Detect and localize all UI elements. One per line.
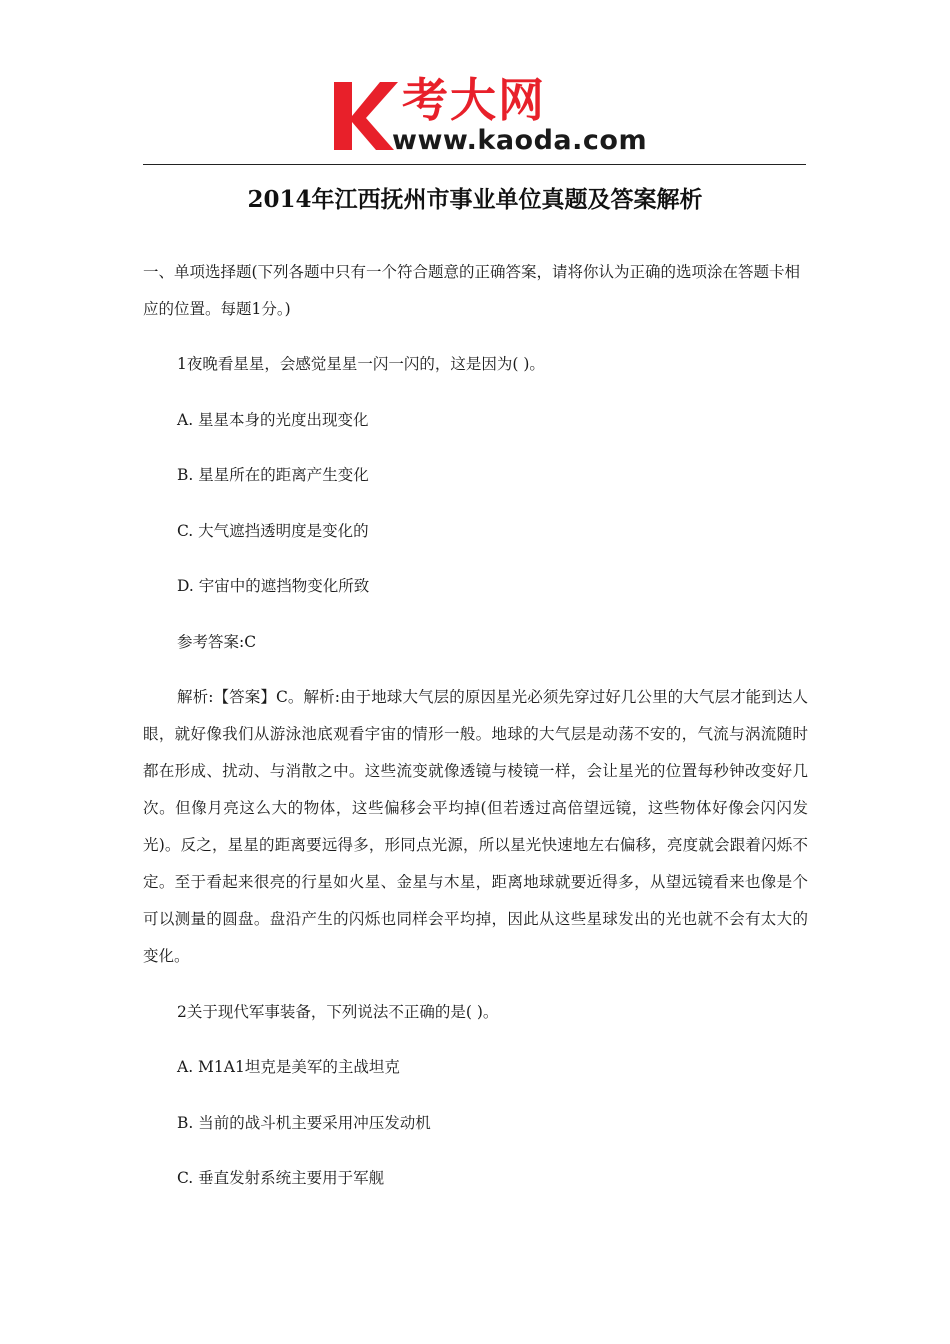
question-1-option-c: C. 大气遮挡透明度是变化的 xyxy=(177,521,369,540)
question-1-option-b: B. 星星所在的距离产生变化 xyxy=(177,466,369,484)
question-2-option-c: C. 垂直发射系统主要用于军舰 xyxy=(177,1169,385,1187)
k-logo-icon xyxy=(330,72,400,152)
header-divider xyxy=(143,164,806,165)
logo-name: 考大网 xyxy=(402,73,546,127)
question-1-option-d: D. 宇宙中的遮挡物变化所致 xyxy=(177,577,370,595)
question-1-analysis: 解析:【答案】C。解析:由于地球大气层的原因星光必须先穿过好几公里的大气层才能到达人眼，就好像我们从游泳池底观看宇宙的情形一般。地球的大气层是动荡不安的，气流与涡流随时都在形成、扰动、与消散之中。这些流变就像透镜与棱镜一样，会让星光的位置每秒钟改变好几次。但像月亮这么大的物体，这些偏移会平均掉(但若透过高倍望远镜，这些物体好像会闪闪发光)。反之，星星的距离要远得多，形同点光源，所以星光快速地左右偏移，亮度就会跟着闪烁不定。至于看起来很亮的行星如火星、金星与木星，距离地球就要近得多，从望远镜看来也像是个可以测量的圆盘。盘沿产生的闪烁也同样会平均掉，因此从这些星球发出的光也就不会有太大的变化。 xyxy=(143,688,808,965)
question-1-answer: 参考答案:C xyxy=(177,632,257,651)
logo-url: www.kaoda.com xyxy=(392,125,648,156)
question-2-stem: 2关于现代军事装备，下列说法不正确的是( )。 xyxy=(177,1002,499,1021)
question-1-option-a: A. 星星本身的光度出现变化 xyxy=(177,410,369,429)
question-2-option-b: B. 当前的战斗机主要采用冲压发动机 xyxy=(177,1113,431,1132)
question-2-option-a: A. M1A1坦克是美军的主战坦克 xyxy=(177,1058,400,1076)
section-heading: 一、单项选择题(下列各题中只有一个符合题意的正确答案，请将你认为正确的选项涂在答题卡相应的位置。每题1分。) xyxy=(143,263,801,318)
kaoda-logo xyxy=(330,72,660,162)
page-title: 2014年江西抚州市事业单位真题及答案解析 xyxy=(247,186,703,213)
document-body xyxy=(143,254,808,1216)
question-1-stem: 1夜晚看星星，会感觉星星一闪一闪的，这是因为( )。 xyxy=(177,355,545,373)
